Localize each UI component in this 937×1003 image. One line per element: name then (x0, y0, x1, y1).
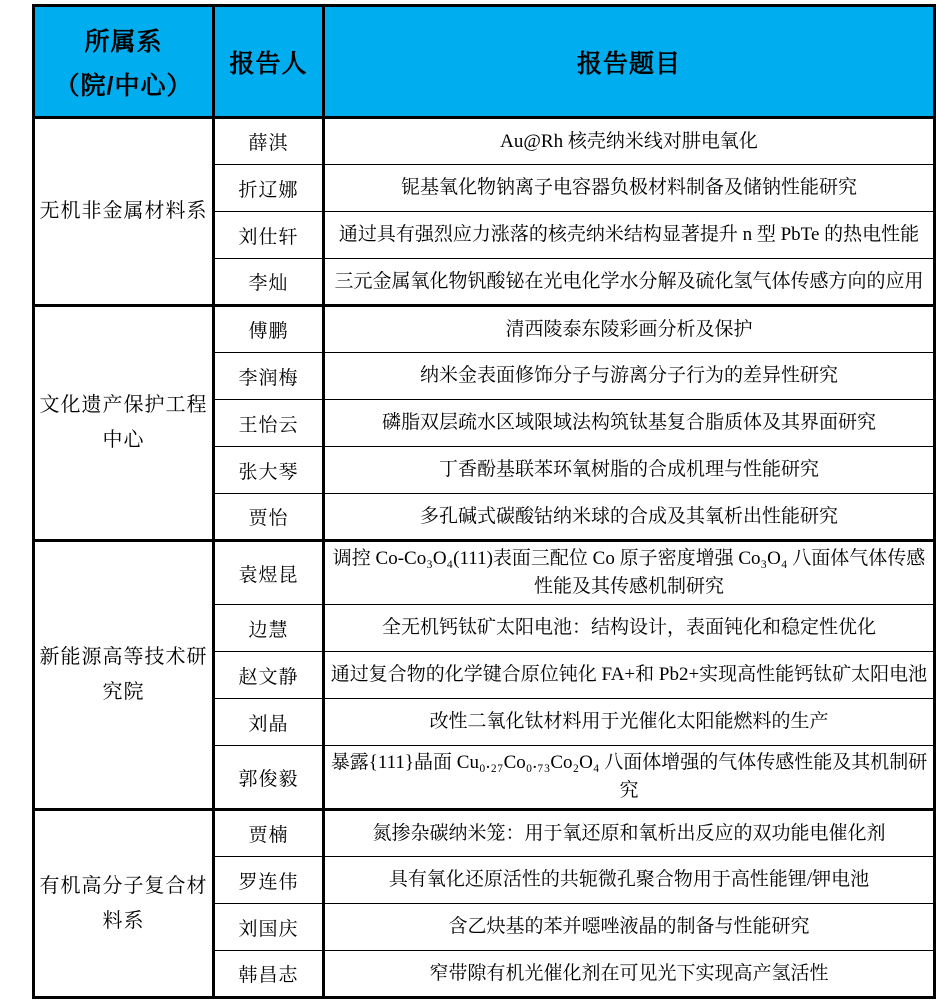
presenter-cell: 李润梅 (214, 353, 324, 400)
report-schedule-table (32, 4, 936, 999)
department-header-line1: 所属系 (84, 27, 163, 56)
presenter-cell: 边慧 (214, 605, 324, 652)
title-cell: Au@Rh 核壳纳米线对肼电氧化 (324, 118, 935, 165)
title-cell: 含乙炔基的苯并噁唑液晶的制备与性能研究 (324, 904, 935, 951)
presenter-cell: 郭俊毅 (214, 746, 324, 810)
presenter-cell: 赵文静 (214, 652, 324, 699)
title-cell: 暴露{111}晶面 Cu₀.₂₇Co₀.₇₃Co₂O₄ 八面体增强的气体传感性能及其机制研究 (324, 746, 935, 810)
presenter-cell: 刘仕轩 (214, 212, 324, 259)
title-cell: 磷脂双层疏水区域限域法构筑钛基复合脂质体及其界面研究 (324, 400, 935, 447)
title-cell: 三元金属氧化物钒酸铋在光电化学水分解及硫化氢气体传感方向的应用 (324, 259, 935, 306)
presenter-cell: 刘国庆 (214, 904, 324, 951)
table-header-row (34, 6, 935, 118)
title-cell: 纳米金表面修饰分子与游离分子行为的差异性研究 (324, 353, 935, 400)
department-cell: 有机高分子复合材料系 (34, 810, 214, 998)
title-cell: 多孔碱式碳酸钴纳米球的合成及其氧析出性能研究 (324, 494, 935, 541)
presenter-cell: 折辽娜 (214, 165, 324, 212)
title-cell: 调控 Co-Co₃O₄(111)表面三配位 Co 原子密度增强 Co₃O₄ 八面体气体传感性能及其传感机制研究 (324, 541, 935, 605)
table-row (34, 810, 935, 857)
department-cell: 无机非金属材料系 (34, 118, 214, 306)
presenter-cell: 刘晶 (214, 699, 324, 746)
department-header-line2: （院/中心） (54, 71, 193, 100)
title-cell: 改性二氧化钛材料用于光催化太阳能燃料的生产 (324, 699, 935, 746)
presenter-cell: 李灿 (214, 259, 324, 306)
presenter-cell: 韩昌志 (214, 951, 324, 998)
presenter-cell: 袁煜昆 (214, 541, 324, 605)
department-column-header (34, 6, 214, 118)
title-cell: 清西陵泰东陵彩画分析及保护 (324, 306, 935, 353)
presenter-cell: 贾楠 (214, 810, 324, 857)
title-cell: 铌基氧化物钠离子电容器负极材料制备及储钠性能研究 (324, 165, 935, 212)
department-cell: 文化遗产保护工程中心 (34, 306, 214, 541)
title-cell: 丁香酚基联苯环氧树脂的合成机理与性能研究 (324, 447, 935, 494)
title-cell: 通过复合物的化学键合原位钝化 FA+和 Pb2+实现高性能钙钛矿太阳电池 (324, 652, 935, 699)
presenter-cell: 王怡云 (214, 400, 324, 447)
presenter-cell: 薛淇 (214, 118, 324, 165)
title-cell: 具有氧化还原活性的共轭微孔聚合物用于高性能锂/钾电池 (324, 857, 935, 904)
table-row (34, 306, 935, 353)
table-row (34, 118, 935, 165)
department-cell: 新能源高等技术研究院 (34, 541, 214, 810)
presenter-cell: 贾怡 (214, 494, 324, 541)
title-cell: 氮掺杂碳纳米笼：用于氧还原和氧析出反应的双功能电催化剂 (324, 810, 935, 857)
table-row (34, 541, 935, 605)
title-cell: 窄带隙有机光催化剂在可见光下实现高产氢活性 (324, 951, 935, 998)
presenter-cell: 罗连伟 (214, 857, 324, 904)
title-cell: 全无机钙钛矿太阳电池：结构设计，表面钝化和稳定性优化 (324, 605, 935, 652)
presenter-column-header: 报告人 (214, 6, 324, 118)
title-cell: 通过具有强烈应力涨落的核壳纳米结构显著提升 n 型 PbTe 的热电性能 (324, 212, 935, 259)
title-column-header: 报告题目 (324, 6, 935, 118)
presenter-cell: 张大琴 (214, 447, 324, 494)
presenter-cell: 傅鹏 (214, 306, 324, 353)
